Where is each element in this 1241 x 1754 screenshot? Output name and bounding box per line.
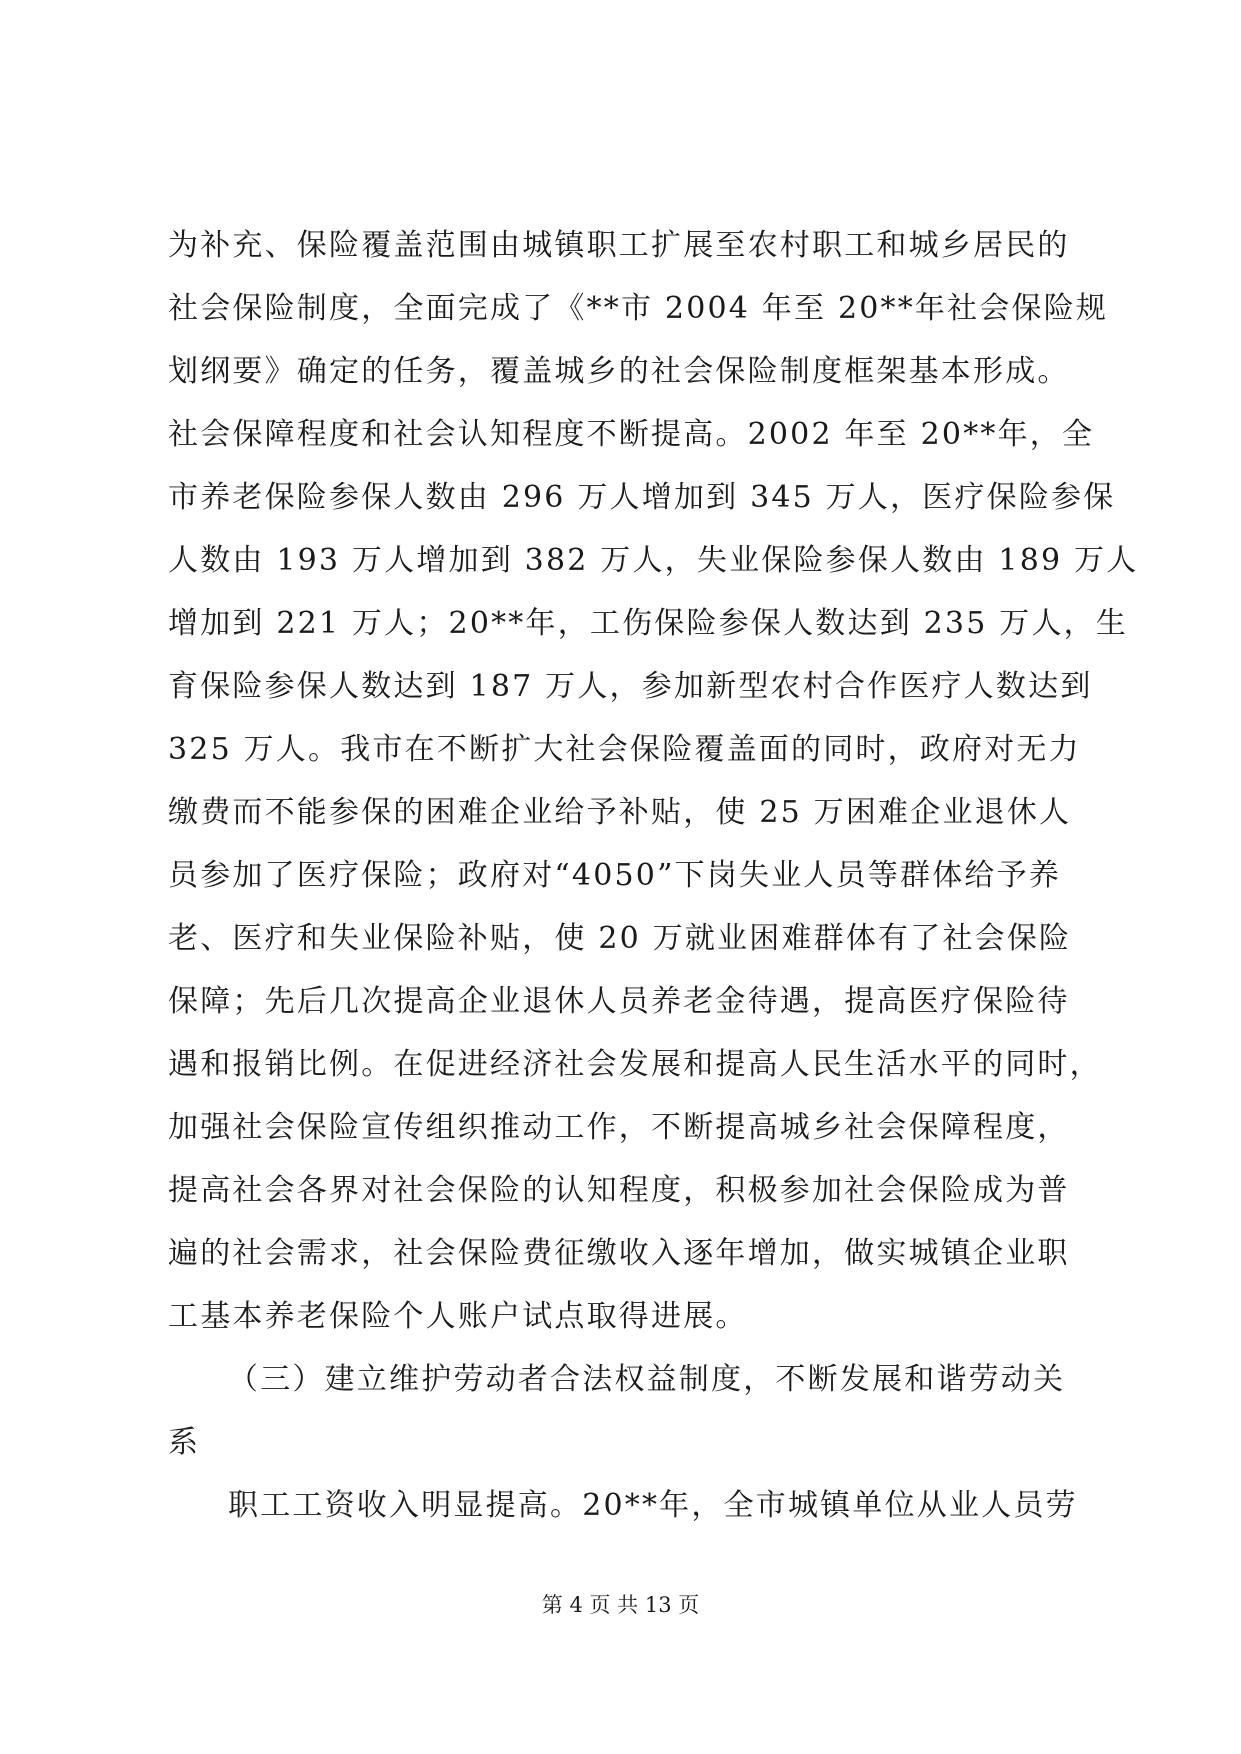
paragraph-start: 职工工资收入明显提高。20**年，全市城镇单位从业人员劳 xyxy=(228,1488,1078,1523)
section-heading-continued: 系 xyxy=(168,1425,201,1460)
text-line: 增加到 221 万人；20**年，工伤保险参保人数达到 235 万人，生 xyxy=(168,606,1129,641)
text-line: 市养老保险参保人数由 296 万人增加到 345 万人，医疗保险参保 xyxy=(168,480,1116,515)
text-line: 为补充、保险覆盖范围由城镇职工扩展至农村职工和城乡居民的 xyxy=(168,228,1070,263)
text-line: 育保险参保人数达到 187 万人，参加新型农村合作医疗人数达到 xyxy=(168,669,1093,704)
text-line: 社会保险制度，全面完成了《**市 2004 年至 20**年社会保险规 xyxy=(168,291,1109,326)
text-line: 员参加了医疗保险；政府对“4050”下岗失业人员等群体给予养 xyxy=(168,858,1062,893)
text-line: 提高社会各界对社会保险的认知程度，积极参加社会保险成为普 xyxy=(168,1173,1070,1208)
text-line: 遍的社会需求，社会保险费征缴收入逐年增加，做实城镇企业职 xyxy=(168,1236,1070,1271)
text-line: 325 万人。我市在不断扩大社会保险覆盖面的同时，政府对无力 xyxy=(168,732,1081,767)
text-line: 工基本养老保险个人账户试点取得进展。 xyxy=(168,1299,748,1334)
page-footer: 第 4 页 共 13 页 xyxy=(541,1593,700,1617)
text-line: 社会保障程度和社会认知程度不断提高。2002 年至 20**年，全 xyxy=(168,417,1095,452)
text-line: 划纲要》确定的任务，覆盖城乡的社会保险制度框架基本形成。 xyxy=(168,354,1070,389)
section-heading: （三）建立维护劳动者合法权益制度，不断发展和谐劳动关 xyxy=(228,1362,1066,1397)
text-line: 加强社会保险宣传组织推动工作，不断提高城乡社会保障程度， xyxy=(168,1110,1070,1145)
text-line: 缴费而不能参保的困难企业给予补贴，使 25 万困难企业退休人 xyxy=(168,795,1072,830)
text-line: 保障；先后几次提高企业退休人员养老金待遇，提高医疗保险待 xyxy=(168,984,1070,1019)
text-line: 人数由 193 万人增加到 382 万人，失业保险参保人数由 189 万人 xyxy=(168,543,1139,578)
text-line: 老、医疗和失业保险补贴，使 20 万就业困难群体有了社会保险 xyxy=(168,921,1072,956)
text-line: 遇和报销比例。在促进经济社会发展和提高人民生活水平的同时， xyxy=(168,1047,1102,1082)
